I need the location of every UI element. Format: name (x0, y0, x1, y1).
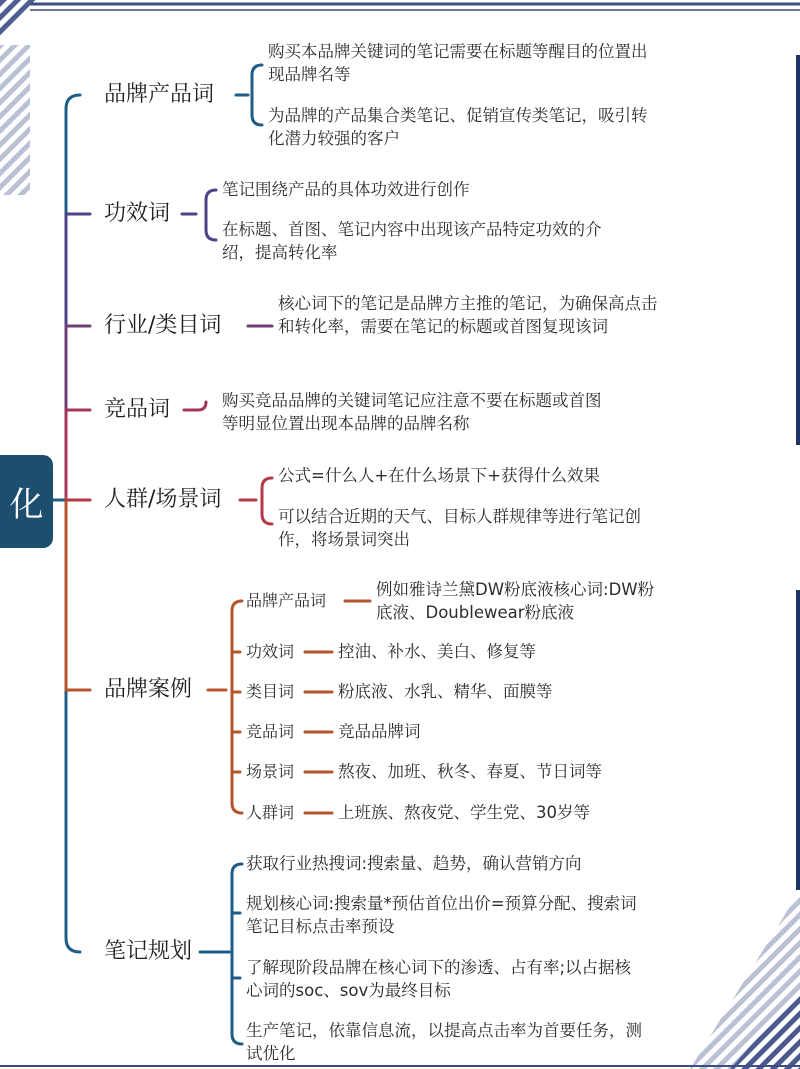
branch-note: 公式=什么人+在什么场景下+获得什么效果 (278, 466, 600, 485)
root-node (0, 455, 53, 548)
branch-competitor-words: 竞品词 (104, 397, 171, 422)
branch-note: 购买本品牌关键词的笔记需要在标题等醒目的位置出现品牌名等 (268, 42, 648, 84)
branch-note: 在标题、首图、笔记内容中出现该产品特定功效的介绍，提高转化率 (222, 220, 602, 262)
case-label: 品牌产品词 (246, 591, 327, 610)
case-value: 控油、补水、美白、修复等 (338, 642, 536, 661)
branch-note: 核心词下的笔记是品牌方主推的笔记，为确保高点击和转化率，需要在笔记的标题或首图复现该词 (278, 294, 658, 336)
case-value: 例如雅诗兰黛DW粉底液核心词:DW粉底液、Doublewear粉底液 (376, 580, 655, 622)
case-label: 功效词 (246, 642, 295, 661)
planning-step: 了解现阶段品牌在核心词下的渗透、占有率;以占据核心词的soc、sov为最终目标 (246, 958, 632, 1000)
case-label: 竞品词 (246, 722, 295, 741)
case-value: 熬夜、加班、秋冬、春夏、节日词等 (338, 762, 602, 781)
branch-industry-category-words: 行业/类目词 (104, 313, 222, 338)
case-value: 竞品品牌词 (338, 722, 421, 741)
planning-step: 生产笔记，依靠信息流，以提高点击率为首要任务，测试优化 (246, 1021, 642, 1063)
branch-brand-case: 品牌案例 (104, 677, 193, 702)
branch-note: 笔记围绕产品的具体功效进行创作 (222, 180, 470, 199)
branch-audience-scene-words: 人群/场景词 (104, 487, 222, 512)
case-value: 上班族、熬夜党、学生党、30岁等 (338, 803, 590, 822)
branch-note: 购买竞品品牌的关键词笔记应注意不要在标题或首图等明显位置出现本品牌的品牌名称 (222, 391, 602, 433)
branch-brand-product-words: 品牌产品词 (104, 82, 215, 107)
planning-step: 规划核心词:搜索量*预估首位出价=预算分配、搜索词笔记目标点击率预设 (246, 894, 637, 936)
planning-step: 获取行业热搜词:搜索量、趋势，确认营销方向 (246, 854, 582, 873)
case-label: 人群词 (246, 803, 295, 822)
case-value: 粉底液、水乳、精华、面膜等 (338, 682, 553, 701)
root-label: 化 (9, 485, 44, 525)
branch-note: 为品牌的产品集合类笔记、促销宣传类笔记，吸引转化潜力较强的客户 (268, 106, 648, 148)
branch-note-planning: 笔记规划 (104, 939, 193, 964)
branch-efficacy-words: 功效词 (104, 201, 171, 226)
branch-note: 可以结合近期的天气、目标人群规律等进行笔记创作，将场景词突出 (278, 507, 641, 549)
case-label: 类目词 (246, 682, 295, 701)
case-label: 场景词 (246, 762, 295, 781)
